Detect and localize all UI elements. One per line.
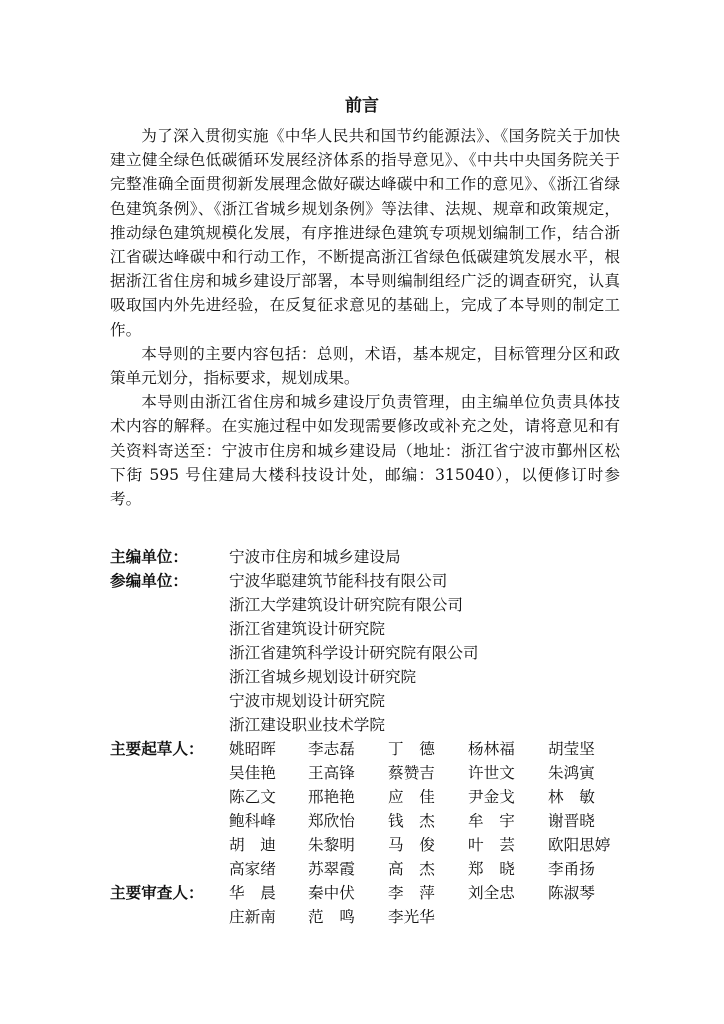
reviewer-name: 李光华: [388, 908, 435, 926]
drafter-name: 王高锋: [308, 764, 355, 782]
drafter-name: 李甬扬: [548, 860, 595, 878]
drafter-name: 叶 芸: [468, 836, 515, 854]
paragraph-3: 本导则由浙江省住房和城乡建设厅负责管理，由主编单位负责具体技术内容的解释。在实施过程中如发现需要修改或补充之处，请将意见和有关资料寄送至：宁波市住房和城乡建设局（地址：浙江省宁波市鄞州区松下街 595 号住建局大楼科技设计处，邮编：315040），以便修订时参考。: [110, 393, 620, 509]
drafters-label: 主要起草人：: [110, 739, 204, 758]
drafter-name: 胡莹坚: [548, 740, 595, 758]
drafter-name: 欧阳思婷: [548, 836, 611, 854]
drafter-name: 苏翠霞: [308, 860, 355, 878]
drafter-name: 朱鸿寅: [548, 764, 595, 782]
participant-unit: 浙江省建筑设计研究院: [229, 620, 385, 638]
drafter-name: 许世文: [468, 764, 515, 782]
page-title: 前言: [345, 96, 379, 116]
preface-body: [110, 124, 620, 511]
drafter-name: 蔡赞吉: [388, 764, 435, 782]
drafter-name: 钱 杰: [388, 812, 435, 830]
reviewers-label: 主要审查人：: [110, 883, 204, 902]
reviewer-name: 华 晨: [229, 884, 276, 902]
drafter-name: 尹金戈: [468, 788, 515, 806]
participant-unit: 浙江省城乡规划设计研究院: [229, 668, 417, 686]
participant-unit: 宁波市规划设计研究院: [229, 692, 385, 710]
drafter-name: 陈乙文: [229, 788, 276, 806]
drafter-name: 高 杰: [388, 860, 435, 878]
reviewer-name: 秦中伏: [308, 884, 355, 902]
drafter-name: 胡 迪: [229, 836, 276, 854]
reviewer-name: 庄新南: [229, 908, 276, 926]
drafter-name: 吴佳艳: [229, 764, 276, 782]
drafter-name: 丁 德: [388, 740, 435, 758]
drafter-name: 郑欣怡: [308, 812, 355, 830]
reviewer-name: 范 鸣: [308, 908, 355, 926]
paragraph-2: 本导则的主要内容包括：总则，术语，基本规定，目标管理分区和政策单元划分，指标要求，规划成果。: [110, 344, 620, 388]
participants-label: 参编单位：: [110, 571, 188, 590]
drafter-name: 郑 晓: [468, 860, 515, 878]
drafter-name: 林 敏: [548, 788, 595, 806]
drafter-name: 李志磊: [308, 740, 355, 758]
chief-editor-label: 主编单位：: [110, 547, 188, 566]
drafter-name: 邢艳艳: [308, 788, 355, 806]
participant-unit: 宁波华聪建筑节能科技有限公司: [229, 572, 448, 590]
drafter-name: 高家绪: [229, 860, 276, 878]
participant-unit: 浙江省建筑科学设计研究院有限公司: [229, 644, 479, 662]
paragraph-1: 为了深入贯彻实施《中华人民共和国节约能源法》、《国务院关于加快建立健全绿色低碳循环发展经济体系的指导意见》、《中共中央国务院关于完整准确全面贯彻新发展理念做好碳达峰碳中和工作的意见》、《浙江省绿色建筑条例》、《浙江省城乡规划条例》等法律、法规、规章和政策规定，推动绿色建筑规模化发展，有序推进绿色建筑专项规划编制工作，结合浙江省碳达峰碳中和行动工作，不断提高浙江省绿色低碳建筑发展水平，根据浙江省住房和城乡建设厅部署，本导则编制组经广泛的调查研究，认真吸取国内外先进经验，在反复征求意见的基础上，完成了本导则的制定工作。: [110, 127, 620, 339]
participant-unit: 浙江大学建筑设计研究院有限公司: [229, 596, 463, 614]
drafter-name: 应 佳: [388, 788, 435, 806]
drafter-name: 朱黎明: [308, 836, 355, 854]
drafter-name: 杨林福: [468, 740, 515, 758]
participant-unit: 浙江建设职业技术学院: [229, 716, 385, 734]
drafter-name: 鲍科峰: [229, 812, 276, 830]
drafter-name: 谢晋晓: [548, 812, 595, 830]
reviewer-name: 陈淑琴: [548, 884, 595, 902]
reviewer-name: 刘全忠: [468, 884, 515, 902]
reviewer-name: 李 萍: [388, 884, 435, 902]
drafter-name: 马 俊: [388, 836, 435, 854]
chief-editor-unit: 宁波市住房和城乡建设局: [229, 548, 401, 566]
drafter-name: 牟 宇: [468, 812, 515, 830]
drafter-name: 姚昭晖: [229, 740, 276, 758]
